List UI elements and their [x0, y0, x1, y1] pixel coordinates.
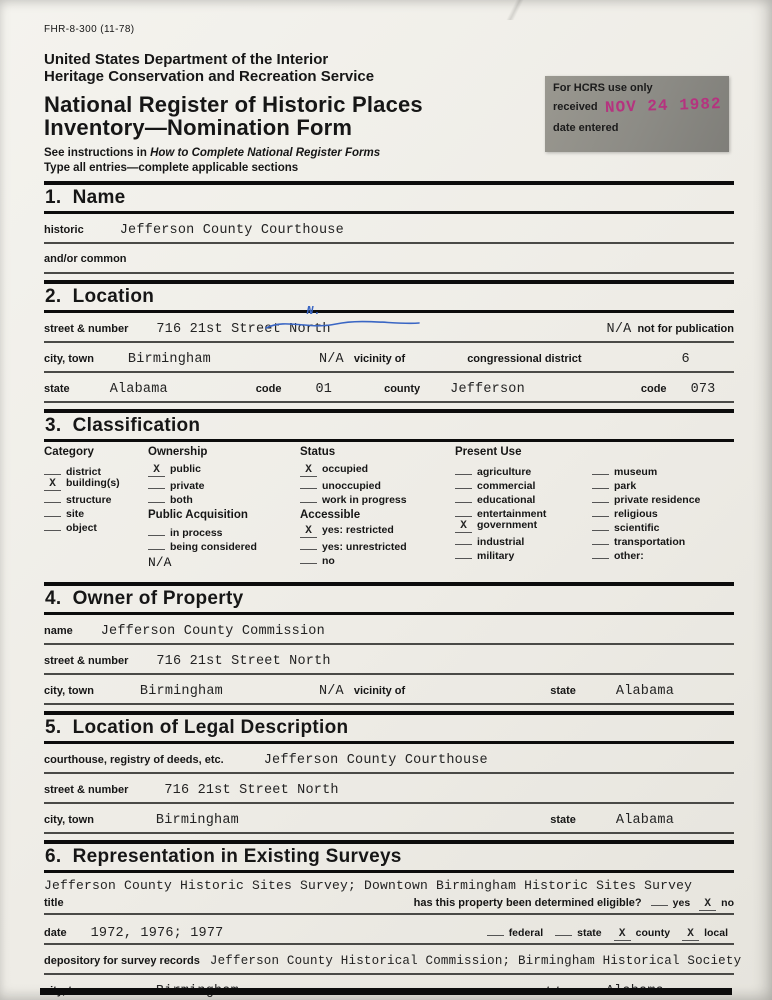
- check-mark: [592, 491, 609, 503]
- dept-line2: Heritage Conservation and Recreation Service: [44, 68, 375, 86]
- common-name-label: and/or common: [44, 253, 127, 266]
- section-2-title: 2. Location: [45, 286, 155, 308]
- not-for-publication-group: [607, 322, 734, 337]
- section-rule: [44, 310, 734, 313]
- section-2-location: [44, 280, 734, 403]
- survey-date-value: 1972, 1976; 1977: [90, 926, 224, 942]
- accessible-header: Accessible: [300, 509, 361, 522]
- section-1-name: [44, 181, 734, 274]
- eligible-question: has this property been determined eligible?: [413, 897, 642, 910]
- check-mark: [592, 463, 609, 475]
- received-row: [553, 94, 722, 118]
- check-mark: [592, 533, 609, 545]
- check-label: work in progress: [322, 494, 407, 507]
- check-mark: [148, 477, 165, 489]
- check-label: local: [704, 927, 728, 940]
- owner-name-row: [44, 624, 734, 645]
- check-mark: [44, 463, 61, 475]
- checkbox-agriculture: [455, 463, 588, 479]
- check-mark: [300, 552, 317, 564]
- owner-city-label: city, town: [44, 685, 94, 698]
- checkbox-private-residence: [592, 491, 730, 507]
- check-label: other:: [614, 550, 644, 563]
- check-label: no: [322, 555, 335, 568]
- check-label: yes: unrestricted: [322, 541, 407, 554]
- check-mark: X: [455, 521, 472, 533]
- checkbox-buildings: [44, 477, 144, 490]
- check-label: being considered: [170, 541, 257, 554]
- check-label: transportation: [614, 536, 686, 549]
- checkbox-structure: [44, 491, 144, 507]
- legal-city-row: [44, 813, 734, 834]
- check-label: agriculture: [477, 466, 532, 479]
- present-use-header: Present Use: [455, 446, 522, 459]
- present-use-column-2: [592, 446, 734, 570]
- category-column: [44, 446, 148, 570]
- check-mark: X: [614, 929, 631, 941]
- check-label: yes: [672, 897, 691, 910]
- check-mark: [148, 524, 165, 536]
- owner-state-label: state: [550, 685, 576, 698]
- city-row: [44, 352, 734, 373]
- check-label: no: [721, 897, 734, 910]
- status-header: Status: [300, 446, 336, 459]
- handwritten-n: N.: [306, 304, 322, 319]
- survey-title-value: Jefferson County Historic Sites Survey; Downtown Birmingham Historic Sites Survey: [44, 878, 693, 894]
- legal-street-value: 716 21st Street North: [164, 783, 339, 799]
- check-label: site: [66, 508, 85, 521]
- hcrs-use-only-label: For HCRS use only: [553, 82, 653, 94]
- registry-label: courthouse, registry of deeds, etc.: [44, 754, 224, 767]
- received-label: received: [553, 101, 598, 113]
- congressional-district-label: congressional district: [467, 353, 582, 366]
- check-mark: [455, 505, 472, 517]
- check-label: private: [170, 480, 205, 493]
- code-value: 01: [315, 382, 333, 398]
- state-value: Alabama: [109, 382, 168, 398]
- checkbox-site: [44, 505, 144, 521]
- checkbox-both: [148, 491, 296, 507]
- county-label: county: [384, 383, 421, 396]
- section-6-title: 6. Representation in Existing Surveys: [45, 846, 402, 868]
- checkbox-being-considered: [148, 538, 296, 554]
- check-mark: [455, 491, 472, 503]
- checkbox-eligible-yes: [651, 894, 691, 909]
- section-rule: [44, 870, 734, 873]
- check-mark: X: [44, 479, 61, 491]
- check-mark: [487, 924, 504, 936]
- check-mark: X: [300, 465, 317, 477]
- checkbox-local: [682, 927, 728, 941]
- city-value: Birmingham: [127, 352, 211, 368]
- vicinity-label: vicinity of: [353, 353, 406, 366]
- check-mark: [44, 505, 61, 517]
- category-header: Category: [44, 446, 94, 459]
- depository-value: Jefferson County Historical Commission; Birmingham Historical Society: [209, 954, 742, 969]
- legal-city-label: city, town: [44, 814, 94, 827]
- owner-vicinity-label: vicinity of: [353, 685, 406, 698]
- ownership-column: [148, 446, 300, 570]
- checkbox-military: [455, 547, 588, 563]
- check-label: district: [66, 466, 102, 479]
- check-mark: X: [699, 899, 716, 911]
- checkbox-religious: [592, 505, 730, 521]
- historic-value: Jefferson County Courthouse: [119, 223, 344, 239]
- check-label: building(s): [66, 477, 120, 490]
- check-label: industrial: [477, 536, 525, 549]
- date-entered-label: date entered: [553, 122, 619, 134]
- check-label: commercial: [477, 480, 536, 493]
- check-label: federal: [508, 927, 544, 940]
- present-use-column: [455, 446, 592, 570]
- checkbox-museum: [592, 463, 730, 479]
- code2-label: code: [640, 383, 667, 396]
- checkbox-government: [455, 519, 588, 532]
- check-mark: [455, 547, 472, 559]
- received-date-stamp: NOV 24 1982: [604, 94, 722, 118]
- check-label: religious: [614, 508, 658, 521]
- depository-label: depository for survey records: [44, 955, 200, 968]
- survey-title-label: title: [44, 897, 64, 910]
- checkbox-transportation: [592, 533, 730, 549]
- check-label: unoccupied: [322, 480, 381, 493]
- check-label: entertainment: [477, 508, 547, 521]
- checkbox-work-in-progress: [300, 491, 451, 507]
- check-mark: [455, 463, 472, 475]
- checkbox-other: [592, 547, 730, 563]
- checkbox-eligible-no: [699, 897, 734, 911]
- checkbox-yes-restricted: [300, 524, 451, 537]
- instructions-manual-title: How to Complete National Register Forms: [150, 147, 381, 159]
- checkbox-educational: [455, 491, 588, 507]
- check-mark: [555, 924, 572, 936]
- check-mark: [148, 538, 165, 550]
- checkbox-no: [300, 552, 451, 568]
- classification-columns: [44, 442, 734, 576]
- not-for-publication-label: not for publication: [637, 323, 734, 336]
- check-label: both: [170, 494, 193, 507]
- check-mark: [651, 894, 668, 906]
- checkbox-scientific: [592, 519, 730, 535]
- blank-header: [592, 446, 730, 460]
- section-1-title: 1. Name: [45, 187, 126, 209]
- check-mark: X: [300, 526, 317, 538]
- checkbox-commercial: [455, 477, 588, 493]
- section-3-classification: [44, 409, 734, 576]
- check-label: government: [477, 519, 538, 532]
- survey-date-label: date: [44, 927, 67, 940]
- checkbox-object: [44, 519, 144, 535]
- check-mark: [592, 505, 609, 517]
- owner-street-value: 716 21st Street North: [156, 654, 331, 670]
- checkbox-district: [44, 463, 144, 479]
- county-value: Jefferson: [450, 382, 525, 398]
- historic-label: historic: [44, 224, 84, 237]
- check-mark: [44, 519, 61, 531]
- state-label: state: [44, 383, 70, 396]
- check-mark: [148, 491, 165, 503]
- check-label: object: [66, 522, 97, 535]
- survey-level-group: [487, 924, 734, 941]
- check-label: public: [170, 463, 201, 476]
- check-mark: [44, 491, 61, 503]
- street-row: [44, 304, 734, 343]
- check-label: private residence: [614, 494, 701, 507]
- survey-title-subrow: [44, 894, 734, 911]
- owner-city-value: Birmingham: [139, 684, 223, 700]
- vicinity-na: N/A: [318, 352, 344, 368]
- legal-street-row: [44, 783, 734, 804]
- depository-row: [44, 954, 742, 975]
- owner-street-row: [44, 654, 734, 675]
- eligible-question-group: [414, 894, 734, 911]
- congressional-district-value: 6: [681, 352, 690, 368]
- section-5-legal-description: [44, 711, 734, 834]
- historic-row: [44, 223, 734, 244]
- form-title-line2: Inventory—Nomination Form: [44, 115, 353, 141]
- check-mark: [592, 519, 609, 531]
- owner-name-label: name: [44, 625, 73, 638]
- check-label: occupied: [322, 463, 369, 476]
- dept-line1: United States Department of the Interior: [44, 51, 329, 68]
- check-mark: [592, 477, 609, 489]
- section-4-title: 4. Owner of Property: [45, 588, 244, 610]
- ownership-header: Ownership: [148, 446, 208, 459]
- checkbox-private: [148, 477, 296, 493]
- section-3-title: 3. Classification: [45, 415, 201, 437]
- registry-value: Jefferson County Courthouse: [263, 753, 488, 769]
- owner-name-value: Jefferson County Commission: [100, 624, 325, 640]
- section-rule: [44, 741, 734, 744]
- form-number: FHR-8-300 (11-78): [44, 24, 135, 35]
- next-section-rule: [40, 988, 732, 995]
- check-label: yes: restricted: [322, 524, 394, 537]
- section-rule: [44, 612, 734, 615]
- survey-date-row: [44, 924, 734, 945]
- legal-street-label: street & number: [44, 784, 129, 797]
- owner-vicinity-na: N/A: [318, 684, 344, 700]
- checkbox-industrial: [455, 533, 588, 549]
- check-mark: X: [148, 465, 165, 477]
- checkbox-county: [614, 927, 670, 941]
- section-4-owner: [44, 582, 734, 705]
- street-value: [156, 304, 331, 338]
- city-label: city, town: [44, 353, 94, 366]
- check-label: in process: [170, 527, 223, 540]
- check-mark: [455, 477, 472, 489]
- checkbox-state: [555, 924, 602, 939]
- check-label: military: [477, 550, 515, 563]
- check-mark: [455, 533, 472, 545]
- legal-state-label: state: [550, 814, 576, 827]
- legal-city-value: Birmingham: [155, 813, 239, 829]
- street-value-text: 716 21st Street North: [156, 322, 331, 338]
- checkbox-federal: [487, 924, 543, 939]
- check-mark: X: [682, 929, 699, 941]
- street-label: street & number: [44, 323, 129, 336]
- check-label: museum: [614, 466, 658, 479]
- check-label: structure: [66, 494, 112, 507]
- section-rule: [44, 211, 734, 214]
- instructions-prefix: See instructions in: [44, 147, 151, 159]
- check-mark: [300, 491, 317, 503]
- code-label: code: [255, 383, 282, 396]
- check-label: scientific: [614, 522, 660, 535]
- check-mark: [300, 477, 317, 489]
- section-6-surveys: [44, 840, 742, 1000]
- checkbox-public: [148, 463, 296, 476]
- check-label: state: [577, 927, 602, 940]
- owner-city-row: [44, 684, 734, 705]
- owner-state-value: Alabama: [615, 684, 674, 700]
- not-for-publication-na: N/A: [606, 322, 632, 338]
- check-label: county: [635, 927, 671, 940]
- check-mark: [300, 538, 317, 550]
- check-label: park: [614, 480, 637, 493]
- acquisition-na-note: N/A: [148, 555, 172, 571]
- checkbox-in-process: [148, 524, 296, 540]
- section-5-title: 5. Location of Legal Description: [45, 717, 349, 739]
- check-label: educational: [477, 494, 536, 507]
- hcrs-stamp-box: [545, 76, 729, 152]
- code2-value: 073: [690, 382, 716, 398]
- form-title-line1: National Register of Historic Places: [44, 91, 423, 117]
- state-row: [44, 382, 734, 403]
- checkbox-unoccupied: [300, 477, 451, 493]
- owner-street-label: street & number: [44, 655, 129, 668]
- registry-row: [44, 753, 734, 774]
- public-acquisition-header: Public Acquisition: [148, 509, 248, 522]
- paper-crease: [489, 0, 541, 20]
- instructions-line2: Type all entries—complete applicable sections: [44, 161, 299, 174]
- common-name-row: [44, 253, 734, 274]
- legal-state-value: Alabama: [615, 813, 674, 829]
- check-mark: [592, 547, 609, 559]
- checkbox-yes-unrestricted: [300, 538, 451, 554]
- status-column: [300, 446, 455, 570]
- checkbox-entertainment: [455, 505, 588, 521]
- survey-title-row: [44, 878, 734, 915]
- checkbox-park: [592, 477, 730, 493]
- checkbox-occupied: [300, 463, 451, 476]
